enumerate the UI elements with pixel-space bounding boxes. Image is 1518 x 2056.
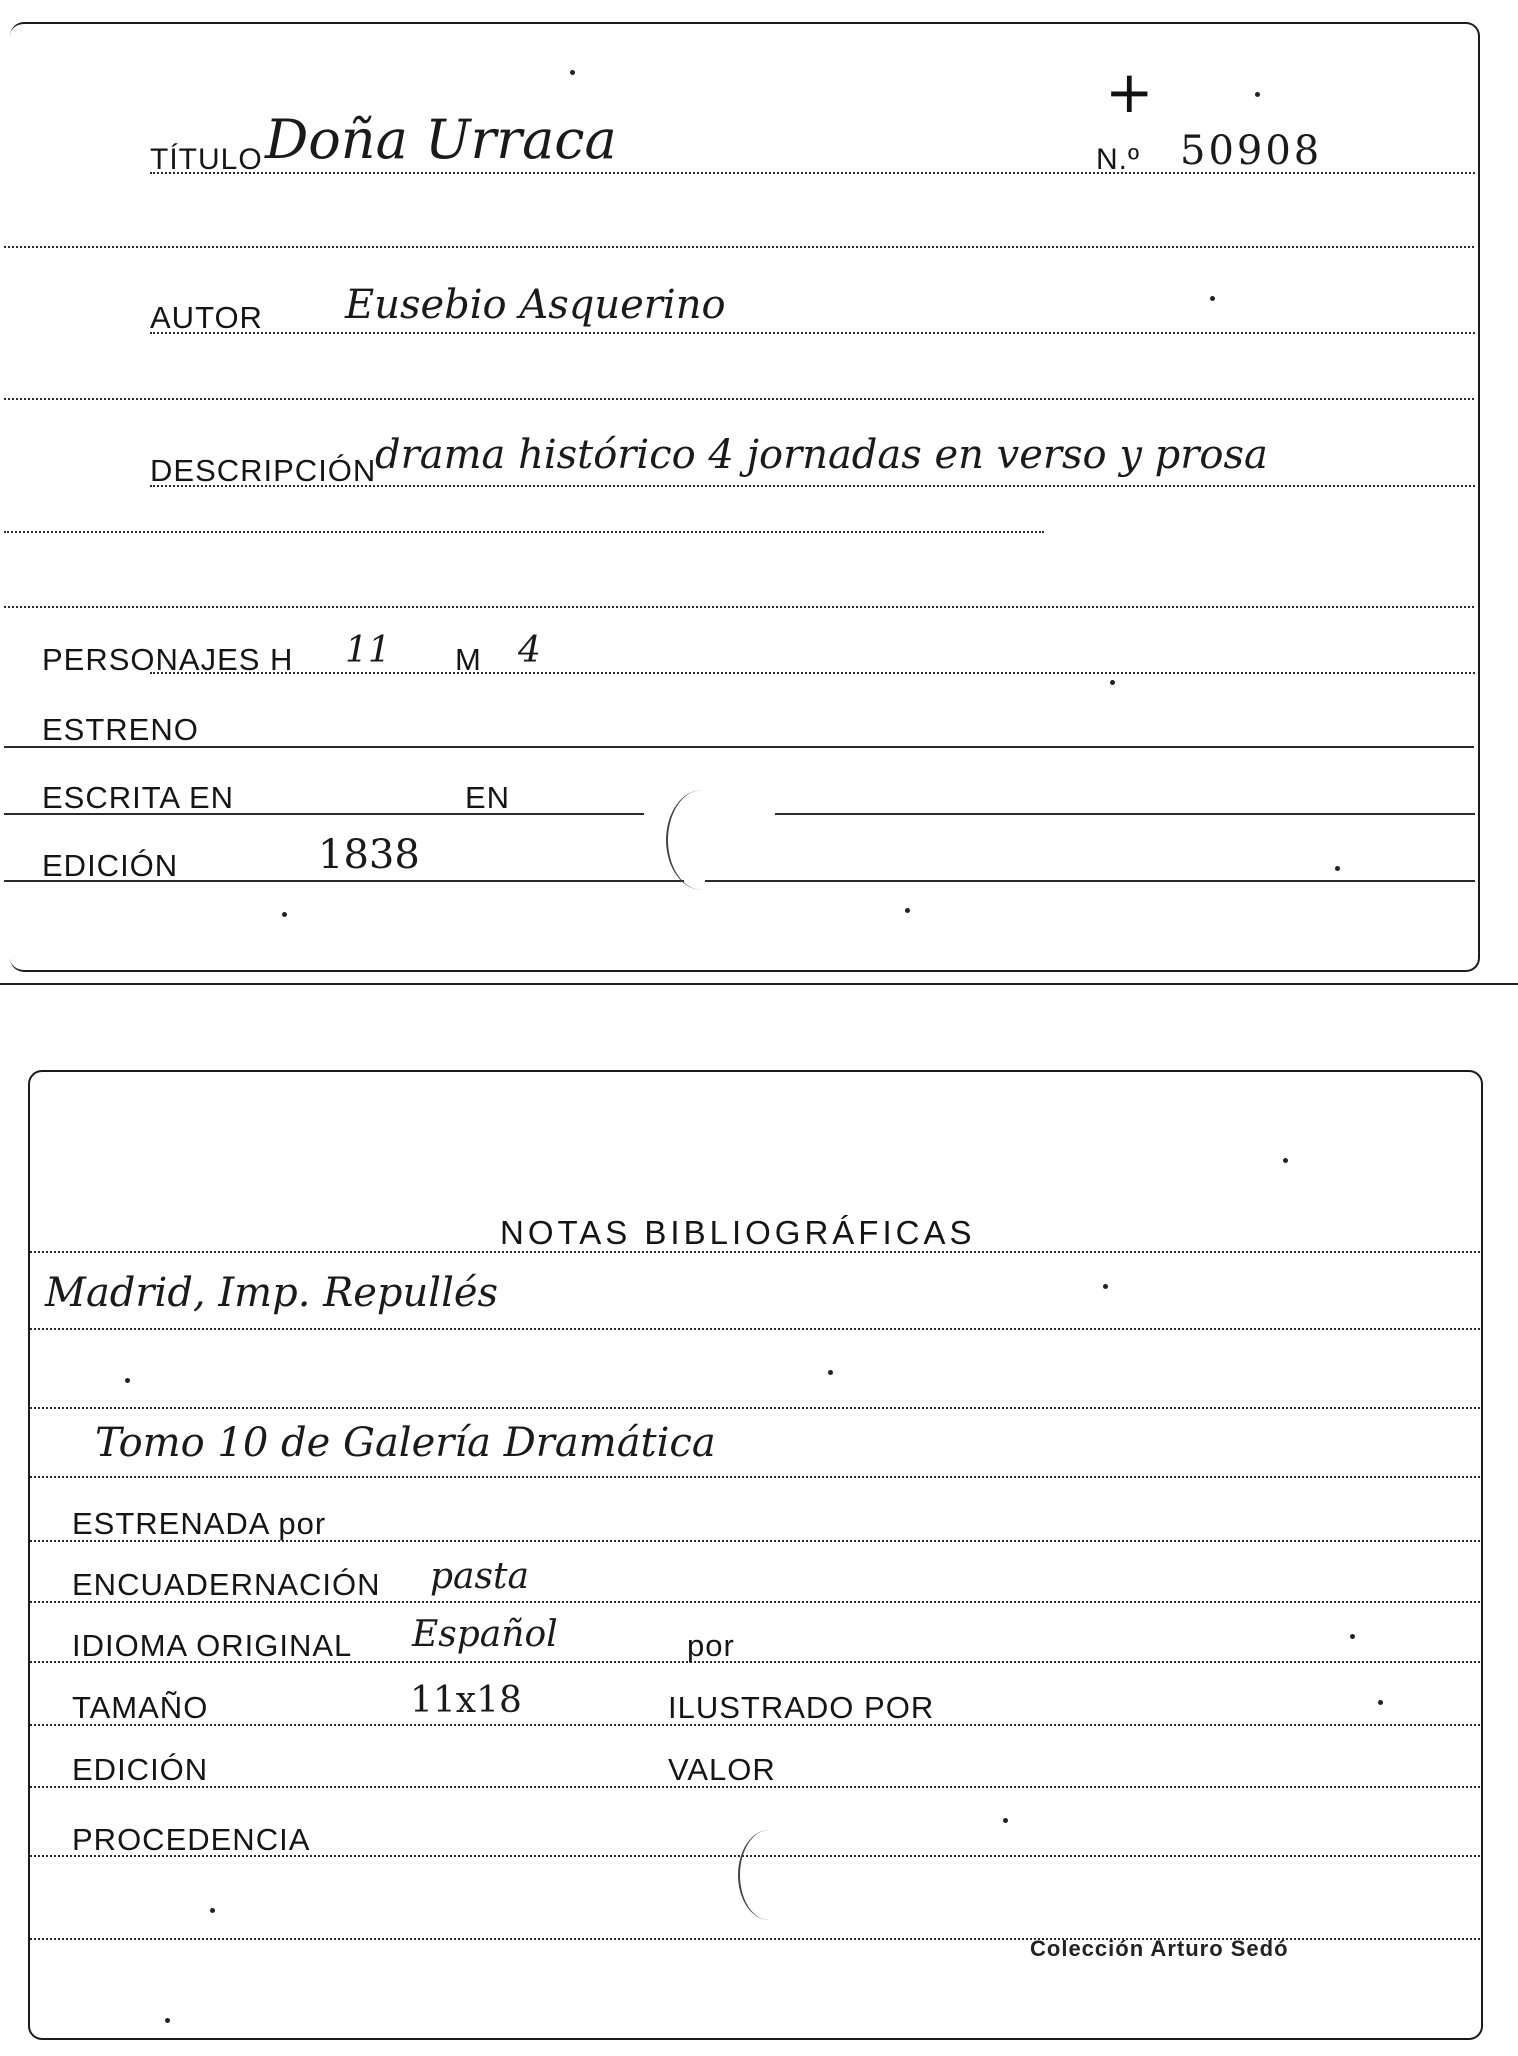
- note-value-1: Madrid, Imp. Repullés: [45, 1270, 499, 1316]
- speck: [1350, 1634, 1355, 1639]
- tamano-label: TAMAÑO: [72, 1690, 209, 1725]
- personajes-label: PERSONAJES H: [42, 642, 294, 677]
- estreno-label: ESTRENO: [42, 712, 199, 747]
- tamano-value: 11x18: [410, 1680, 522, 1721]
- procedencia-label: PROCEDENCIA: [72, 1822, 311, 1857]
- speck: [1283, 1158, 1288, 1163]
- blank-line: [4, 398, 1474, 400]
- coleccion-stamp: Colección Arturo Sedó: [1030, 1936, 1289, 1961]
- card-separator: [0, 983, 1518, 985]
- descripcion-value: drama histórico 4 jornadas en verso y prosa: [375, 432, 1268, 478]
- speck: [1103, 1284, 1108, 1289]
- speck: [1110, 680, 1115, 685]
- cross-mark: +: [1105, 58, 1154, 126]
- por-label: por: [687, 1628, 735, 1663]
- idioma-label: IDIOMA ORIGINAL: [72, 1628, 353, 1663]
- ilustrado-label: ILUSTRADO POR: [668, 1690, 935, 1725]
- speck: [210, 1908, 215, 1913]
- blank-line: [4, 606, 1474, 608]
- numero-value: 50908: [1180, 128, 1323, 174]
- note-line-1: [30, 1328, 1480, 1330]
- paper-tear: [738, 1830, 800, 1920]
- en-label: EN: [465, 780, 511, 815]
- edicion-back-label: EDICIÓN: [72, 1752, 209, 1787]
- speck: [1335, 866, 1340, 871]
- titulo-value: Doña Urraca: [265, 108, 617, 171]
- speck: [1378, 1700, 1383, 1705]
- notas-heading: NOTAS BIBLIOGRÁFICAS: [500, 1214, 976, 1251]
- edicion-line-right: [705, 880, 1475, 882]
- autor-label: AUTOR: [150, 300, 263, 335]
- blank-line: [4, 246, 1474, 248]
- titulo-label: TÍTULO: [150, 143, 263, 176]
- idioma-value: Español: [412, 1614, 558, 1655]
- escrita-line-right: [775, 813, 1475, 815]
- speck: [125, 1378, 130, 1383]
- speck: [282, 912, 287, 917]
- speck: [165, 2018, 170, 2023]
- note-value-2: Tomo 10 de Galería Dramática: [95, 1420, 716, 1466]
- edicion-label: EDICIÓN: [42, 848, 179, 883]
- encuadernacion-label: ENCUADERNACIÓN: [72, 1567, 381, 1602]
- speck: [1255, 92, 1260, 97]
- personajes-m-value: 4: [518, 630, 541, 671]
- estrenada-label: ESTRENADA por: [72, 1506, 327, 1541]
- valor-label: VALOR: [668, 1752, 776, 1787]
- speck: [1003, 1818, 1008, 1823]
- blank-line: [4, 531, 1044, 533]
- autor-value: Eusebio Asquerino: [345, 282, 726, 328]
- personajes-m-label: M: [455, 642, 482, 677]
- paper-tear: [666, 790, 738, 890]
- speck: [570, 70, 575, 75]
- escrita-en-label: ESCRITA EN: [42, 780, 235, 815]
- descripcion-label: DESCRIPCIÓN: [150, 453, 377, 488]
- blank-line: [30, 1407, 1480, 1409]
- personajes-h-value: 11: [345, 630, 391, 671]
- autor-line: [150, 332, 1475, 334]
- edicion-value: 1838: [318, 832, 420, 878]
- note-line-2: [30, 1476, 1480, 1478]
- encuadernacion-value: pasta: [430, 1556, 529, 1597]
- speck: [905, 908, 910, 913]
- numero-label: N.º: [1096, 143, 1140, 176]
- personajes-line: [150, 672, 1475, 674]
- speck: [1210, 296, 1215, 301]
- speck: [828, 1370, 833, 1375]
- estreno-line: [4, 746, 1474, 748]
